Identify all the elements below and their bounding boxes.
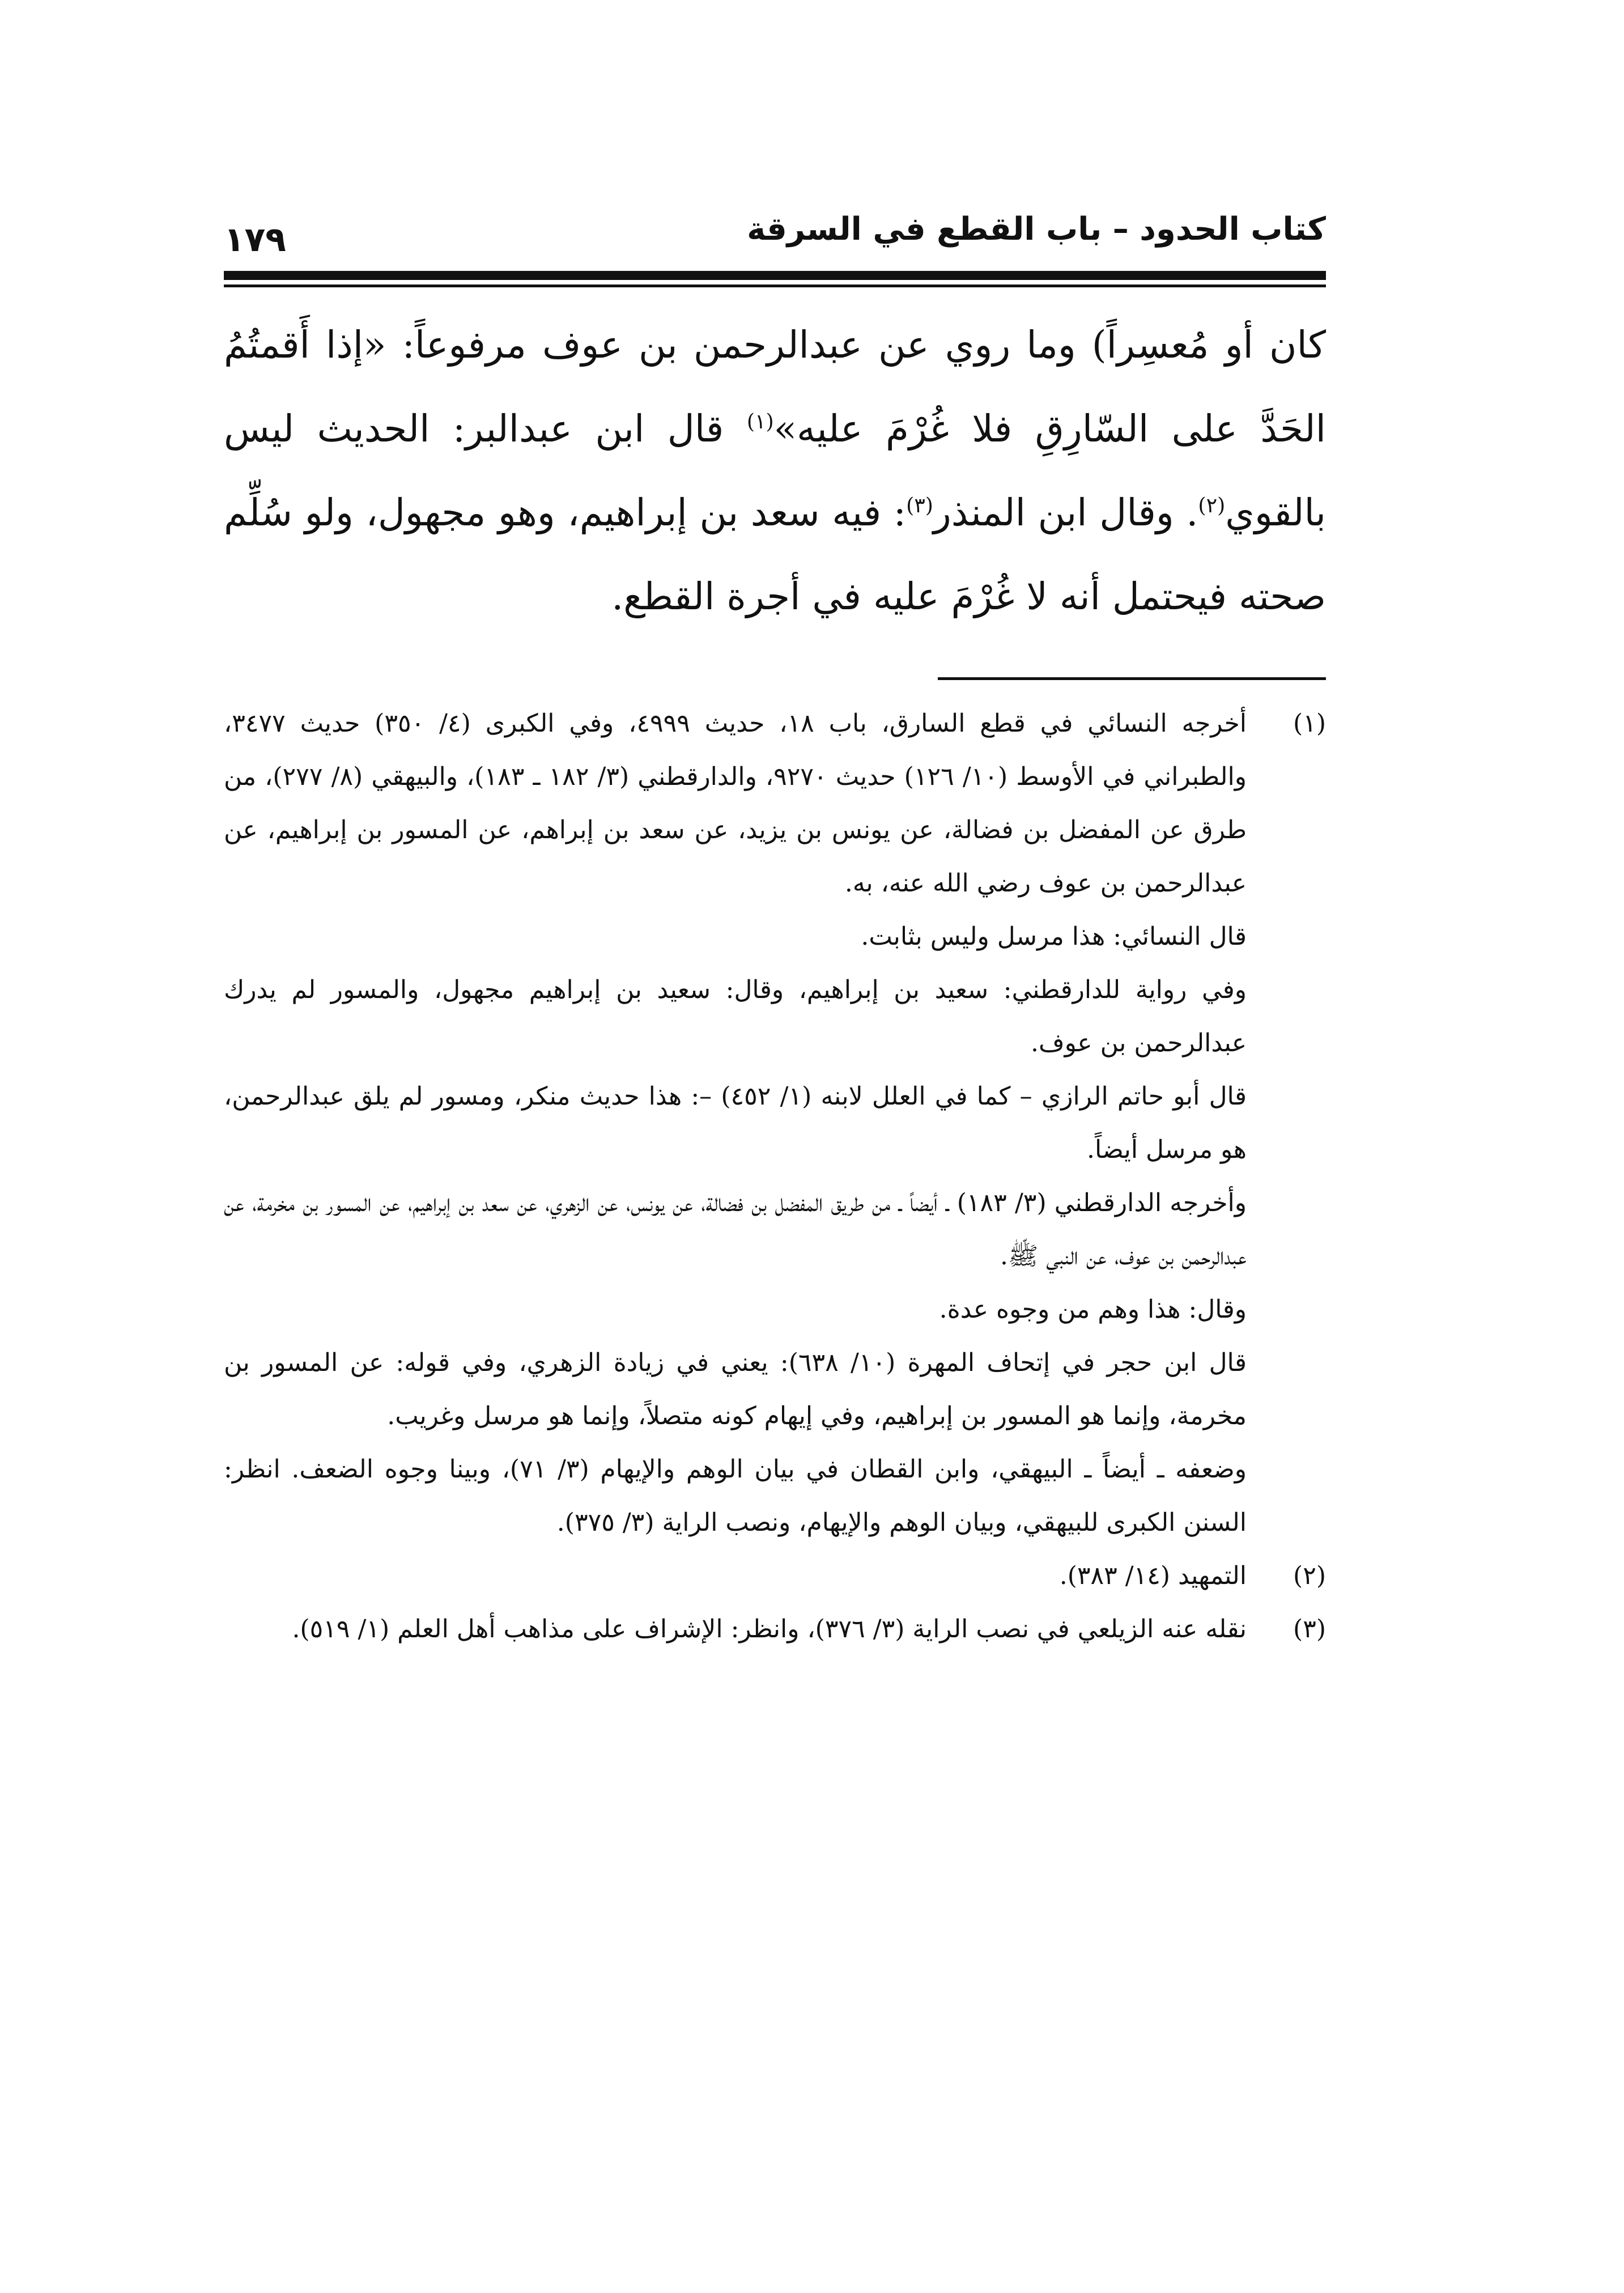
page-header (224, 201, 1326, 264)
footnote-line: التمهيد (١٤/ ٣٨٣). (1059, 1561, 1247, 1590)
page-number: ١٧٩ (224, 220, 286, 260)
footnote-ref-3: (٣) (906, 493, 933, 517)
footnote-ref-1: (١) (746, 409, 774, 434)
chapter-title: كتاب الحدود – باب القطع في السرقة (747, 211, 1326, 248)
footnote-1 (224, 697, 1326, 1549)
footnote-ref-2: (٢) (1198, 493, 1226, 517)
footnote-3 (224, 1603, 1326, 1656)
footnote-separator (938, 677, 1326, 680)
footnote-number: (٢) (1293, 1561, 1326, 1590)
footnote-line: قال النسائي: هذا مرسل وليس بثابت. (861, 922, 1247, 951)
main-text-segment: . وقال ابن المنذر (933, 491, 1198, 534)
footnote-line: وفي رواية للدارقطني: سعيد بن إبراهيم، وقال: سعيد بن إبراهيم مجهول، والمسور لم يدرك عبدالرحمن بن عوف. (224, 975, 1247, 1058)
header-rule-thin (224, 284, 1326, 287)
footnote-2 (224, 1549, 1326, 1603)
header-rule-thick (224, 271, 1326, 280)
footnote-line: قال أبو حاتم الرازي – كما في العلل لابنه (١/ ٤٥٢) –: هذا حديث منكر، ومسور لم يلق عبدالرحمن، هو مرسل أيضاً. (224, 1082, 1247, 1164)
footnote-line: قال ابن حجر في إتحاف المهرة (١٠/ ٦٣٨): يعني في زيادة الزهري، وفي قوله: عن المسور بن مخرمة، وإنما هو المسور بن إبراهيم، وفي إيهام كونه متصلاً، وإنما هو مرسل وغريب. (224, 1348, 1247, 1430)
main-text-segment: : فيه سعد بن إبراهيم، وهو مجهول، ولو سُلِّم صحته فيحتمل أنه لا غُرْمَ عليه في أجرة القطع. (224, 491, 1326, 618)
main-text-segment: قال ابن عبدالبر: الحديث ليس بالقوي (224, 407, 1326, 534)
main-text-segment: كان أو مُعسِراً) وما روي عن عبدالرحمن بن عوف مرفوعاً: «إذا أَقمتُمُ الحَدَّ على السّارِقِ فلا غُرْمَ عليه» (224, 323, 1326, 451)
footnote-line: وضعفه ـ أيضاً ـ البيهقي، وابن القطان في بيان الوهم والإيهام (٣/ ٧١)، وبينا وجوه الضعف. انظر: السنن الكبرى للبيهقي، وبيان الوهم والإيهام، ونصب الراية (٣/ ٣٧٥). (224, 1455, 1247, 1537)
footnote-line: نقله عنه الزيلعي في نصب الراية (٣/ ٣٧٦)، وانظر: الإشراف على مذاهب أهل العلم (١/ ٥١٩). (292, 1615, 1247, 1644)
main-paragraph (224, 303, 1326, 639)
footnote-line: وأخرجه الدارقطني (٣/ ١٨٣) ـ أيضاً ـ من طريق المفضل بن فضالة، عن يونس، عن الزهري، عن سعد بن إبراهيم، عن المسور بن مخرمة، عن عبدالرحمن بن عوف، عن النبي ﷺ. (224, 1188, 1247, 1271)
footnote-line: وقال: هذا وهم من وجوه عدة. (939, 1295, 1247, 1324)
main-text (224, 303, 1326, 639)
footnote-number: (١) (1293, 709, 1326, 738)
footnotes (224, 697, 1326, 1656)
footnote-line: أخرجه النسائي في قطع السارق، باب ١٨، حديث ٤٩٩٩، وفي الكبرى (٤/ ٣٥٠) حديث ٣٤٧٧، والطبراني في الأوسط (١٠/ ١٢٦) حديث ٩٢٧٠، والدارقطني (٣/ ١٨٢ ـ ١٨٣)، والبيهقي (٨/ ٢٧٧)، من طرق عن المفضل بن فضالة، عن يونس بن يزيد، عن سعد بن إبراهم، عن المسور بن إبراهيم، عن عبدالرحمن بن عوف رضي الله عنه، به. (224, 709, 1247, 898)
footnote-number: (٣) (1293, 1615, 1326, 1644)
